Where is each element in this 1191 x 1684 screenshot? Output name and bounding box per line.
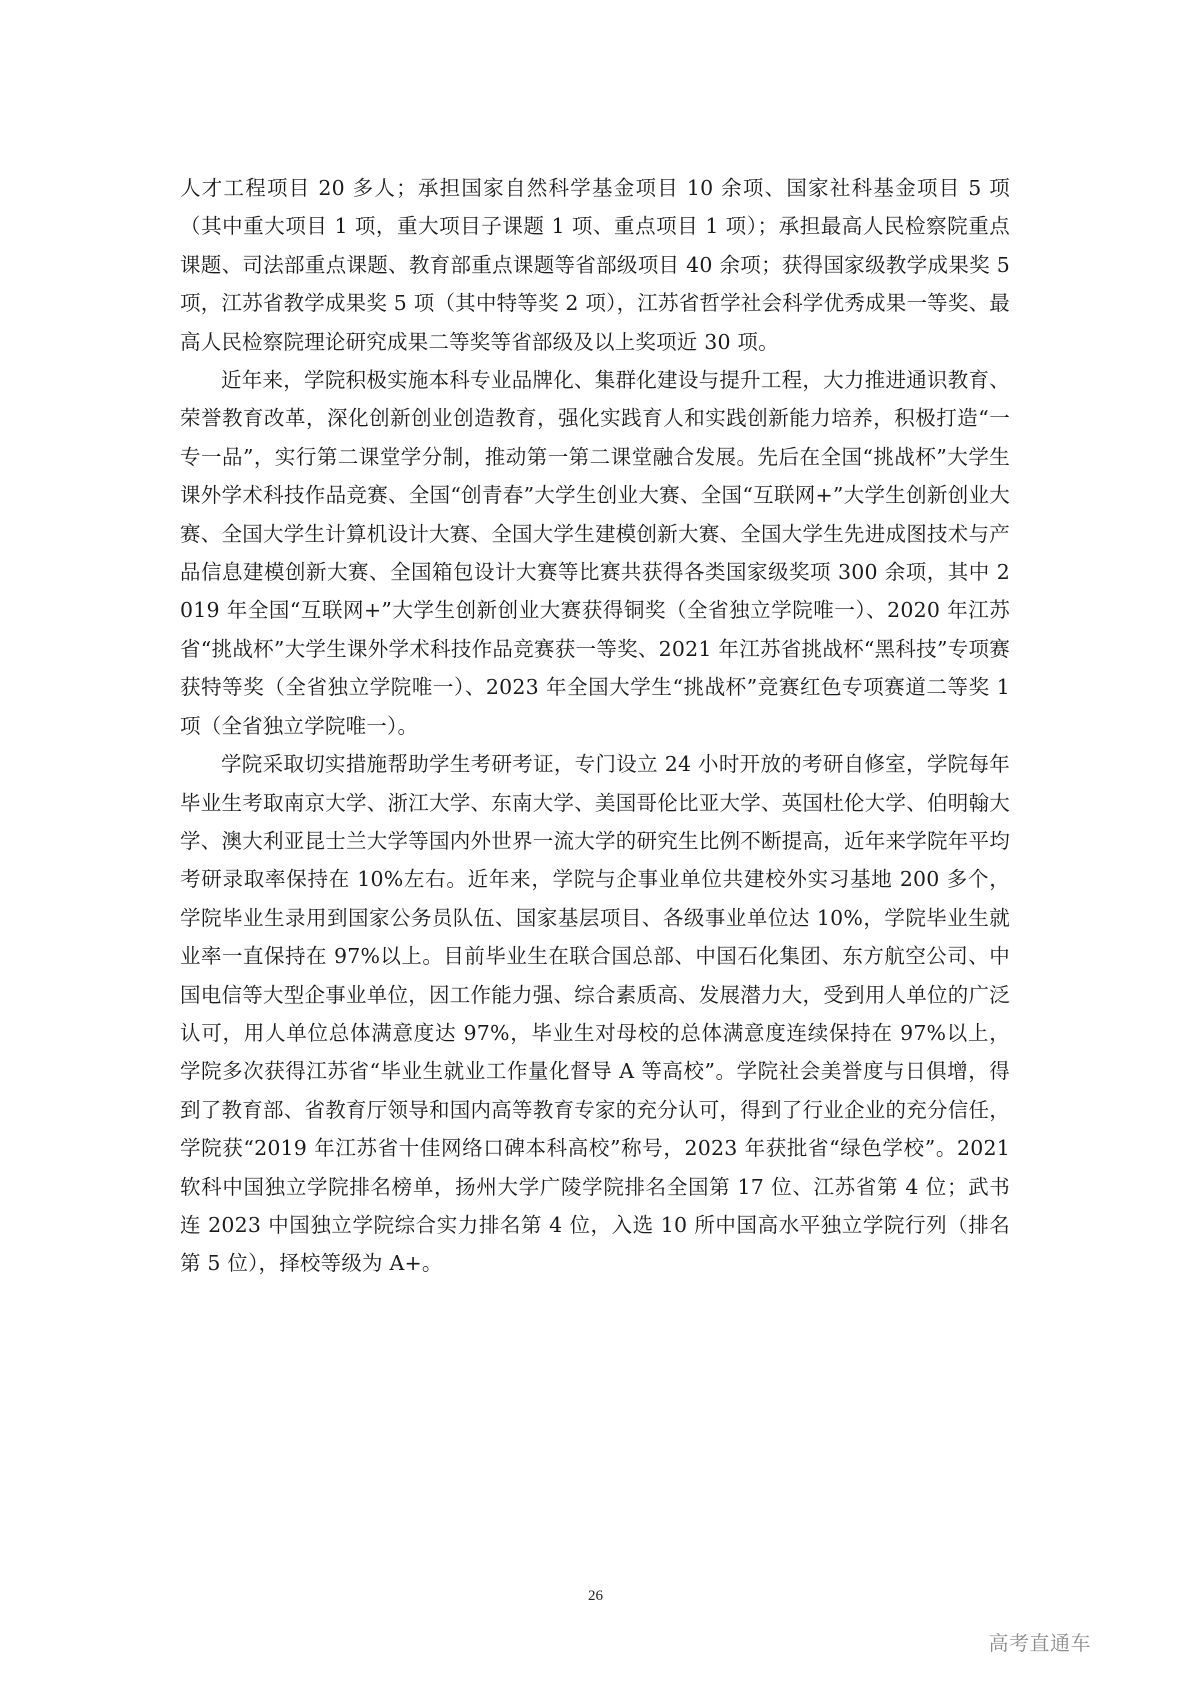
paragraph-graduate-employment: 学院采取切实措施帮助学生考研考证，专门设立 24 小时开放的考研自修室，学院每年毕业生考取南京大学、浙江大学、东南大学、美国哥伦比亚大学、英国杜伦大学、伯明翰大学、澳大利亚昆士兰大学等国内外世界一流大学的研究生比例不断提高，近年来学院年平均考研录取率保持在 10%左右。近年来，学院与企事业单位共建校外实习基地 200 多个，学院毕业生录用到国家公务员队伍、国家基层项目、各级事业单位达 10%，学院毕业生就业率一直保持在 97%以上。目前毕业生在联合国总部、中国石化集团、东方航空公司、中国电信等大型企事业单位，因工作能力强、综合素质高、发展潜力大，受到用人单位的广泛认可，用人单位总体满意度达 97%，毕业生对母校的总体满意度连续保持在 97%以上，学院多次获得江苏省“毕业生就业工作量化督导 A 等高校”。学院社会美誉度与日俱增，得到了教育部、省教育厅领导和国内高等教育专家的充分认可，得到了行业企业的充分信任，学院获“2019 年江苏省十佳网络口碑本科高校”称号，2023 年获批省“绿色学校”。2021 软科中国独立学院排名榜单，扬州大学广陵学院排名全国第 17 位、江苏省第 4 位；武书连 2023 中国独立学院综合实力排名第 4 位，入选 10 所中国高水平独立学院行列（排名第 5 位），择校等级为 A+。 [180,752,1010,1276]
watermark-logo-text: 高考直通车 [988,1631,1091,1655]
paragraph-undergraduate-education: 近年来，学院积极实施本科专业品牌化、集群化建设与提升工程，大力推进通识教育、荣誉教育改革，深化创新创业创造教育，强化实践育人和实践创新能力培养，积极打造“一专一品”，实行第二课堂学分制，推动第一第二课堂融合发展。先后在全国“挑战杯”大学生课外学术科技作品竞赛、全国“创青春”大学生创业大赛、全国“互联网+”大学生创新创业大赛、全国大学生计算机设计大赛、全国大学生建模创新大赛、全国大学生先进成图技术与产品信息建模创新大赛、全国箱包设计大赛等比赛共获得各类国家级奖项 300 余项，其中 2019 年全国“互联网+”大学生创新创业大赛获得铜奖（全省独立学院唯一）、2020 年江苏省“挑战杯”大学生课外学术科技作品竞赛获一等奖、2021 年江苏省挑战杯“黑科技”专项赛获特等奖（全省独立学院唯一）、2023 年全国大学生“挑战杯”竞赛红色专项赛道二等奖 1 项（全省独立学院唯一）。 [180,368,1010,738]
body-text [180,169,1010,1283]
page-number: 26 [588,1588,603,1604]
paragraph-research-achievements: 人才工程项目 20 多人；承担国家自然科学基金项目 10 余项、国家社科基金项目 5 项（其中重大项目 1 项，重大项目子课题 1 项、重点项目 1 项）；承担最高人民检察院重点课题、司法部重点课题、教育部重点课题等省部级项目 40 余项；获得国家级教学成果奖 5 项，江苏省教学成果奖 5 项（其中特等奖 2 项），江苏省哲学社会科学优秀成果一等奖、最高人民检察院理论研究成果二等奖等省部级及以上奖项近 30 项。 [180,176,1010,354]
